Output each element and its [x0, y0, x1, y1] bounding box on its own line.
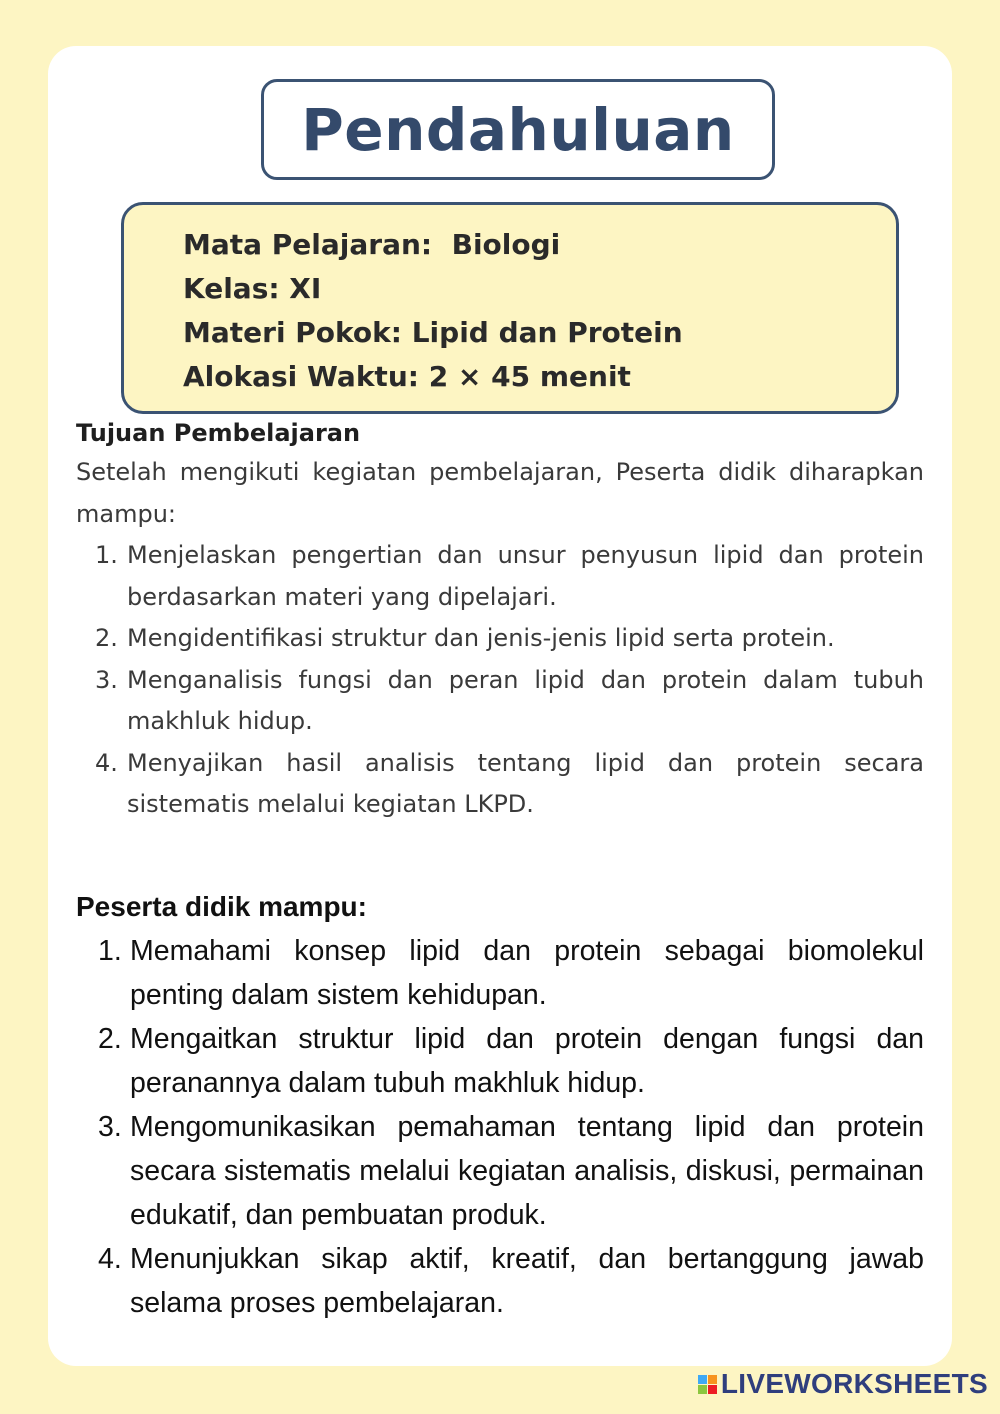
learning-objectives-intro: Setelah mengikuti kegiatan pembelajaran, Peserta didik diharapkan mampu: [76, 458, 924, 528]
student-abilities-list [76, 929, 924, 1325]
list-number: 2. [98, 1023, 122, 1055]
learning-objectives-section [76, 414, 924, 826]
title-box [261, 79, 775, 180]
list-item [76, 660, 924, 743]
list-item-text: Menyajikan hasil analisis tentang lipid dan protein secara sistematis melalui kegiatan LKPD. [127, 748, 924, 818]
list-item-text: Mengaitkan struktur lipid dan protein dengan fungsi dan peranannya dalam tubuh makhluk hidup. [130, 1023, 924, 1099]
list-number: 4. [98, 1243, 122, 1275]
list-item [76, 535, 924, 618]
list-item [76, 929, 924, 1017]
list-item-text: Memahami konsep lipid dan protein sebagai biomolekul penting dalam sistem kehidupan. [130, 935, 924, 1011]
learning-objectives-list [76, 535, 924, 826]
info-class: Kelas: XI [183, 272, 322, 305]
brand-name: LIVEWORKSHEETS [720, 1368, 988, 1399]
list-number: 3. [95, 665, 118, 694]
liveworksheets-logo-icon [698, 1375, 717, 1394]
info-time-allocation: Alokasi Waktu: 2 × 45 menit [183, 360, 631, 393]
list-item-text: Menjelaskan pengertian dan unsur penyusun lipid dan protein berdasarkan materi yang dipelajari. [127, 541, 924, 611]
list-item [76, 1105, 924, 1237]
student-abilities-section [76, 885, 924, 1325]
page-title: Pendahuluan [301, 95, 735, 164]
info-subject: Mata Pelajaran: Biologi [183, 228, 561, 261]
list-item [76, 1237, 924, 1325]
info-box [121, 202, 899, 414]
student-abilities-heading: Peserta didik mampu: [76, 891, 367, 922]
learning-objectives-heading: Tujuan Pembelajaran [76, 419, 361, 447]
list-number: 1. [98, 935, 122, 967]
list-item [76, 618, 924, 660]
info-topic: Materi Pokok: Lipid dan Protein [183, 316, 683, 349]
list-item-text: Mengomunikasikan pemahaman tentang lipid dan protein secara sistematis melalui kegiatan analisis, diskusi, permainan edukatif, dan pembuatan produk. [130, 1111, 924, 1231]
list-item-text: Menunjukkan sikap aktif, kreatif, dan bertanggung jawab selama proses pembelajaran. [130, 1243, 924, 1319]
list-item [76, 1017, 924, 1105]
list-item [76, 743, 924, 826]
list-item-text: Mengidentifikasi struktur dan jenis-jenis lipid serta protein. [127, 624, 835, 652]
list-number: 1. [95, 541, 118, 569]
liveworksheets-brand[interactable] [698, 1368, 988, 1400]
list-number: 4. [95, 748, 118, 777]
list-number: 2. [95, 624, 118, 652]
list-item-text: Menganalisis fungsi dan peran lipid dan protein dalam tubuh makhluk hidup. [127, 665, 924, 735]
list-number: 3. [98, 1111, 122, 1143]
